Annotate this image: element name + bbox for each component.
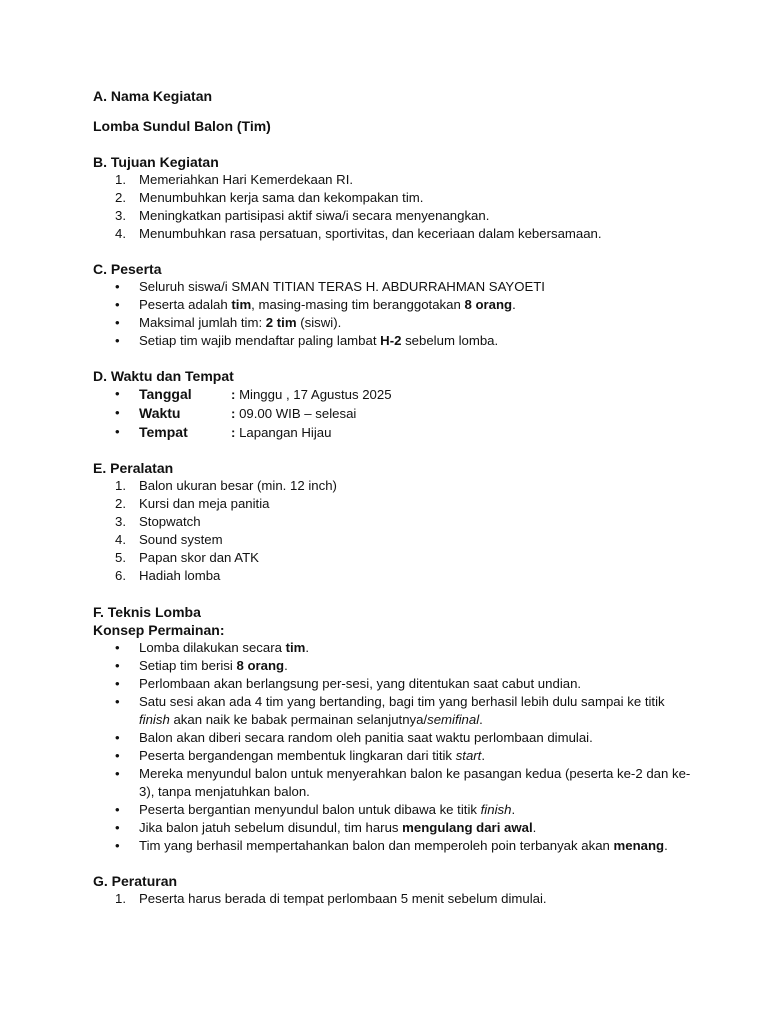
activity-name: Lomba Sundul Balon (Tim) xyxy=(93,118,271,134)
list-item: • Seluruh siswa/i SMAN TITIAN TERAS H. ABDURRAHMAN SAYOETI xyxy=(93,278,693,296)
section-a-heading: A. Nama Kegiatan xyxy=(93,88,213,104)
section-b-heading: B. Tujuan Kegiatan xyxy=(93,154,219,170)
section-d-heading: D. Waktu dan Tempat xyxy=(93,368,234,384)
list-item: 6. Hadiah lomba xyxy=(115,568,221,583)
participants-list xyxy=(93,278,693,350)
document-body xyxy=(93,87,693,908)
list-item: • Setiap tim berisi 8 orang. xyxy=(93,657,693,675)
list-item: • Peserta adalah tim, masing-masing tim beranggotakan 8 orang. xyxy=(93,296,693,314)
game-concept-list xyxy=(93,639,693,855)
list-item: 5. Papan skor dan ATK xyxy=(115,550,259,565)
section-g-heading: G. Peraturan xyxy=(93,873,178,889)
schedule-row-date: • Tanggal : Minggu , 17 Agustus 2025 xyxy=(93,385,693,404)
rules-list xyxy=(93,890,693,908)
equipment-list xyxy=(93,477,693,585)
list-item: • Peserta bergantian menyundul balon untuk dibawa ke titik finish. xyxy=(93,801,693,819)
list-item: • Maksimal jumlah tim: 2 tim (siswi). xyxy=(93,314,693,332)
list-item: 1. Balon ukuran besar (min. 12 inch) xyxy=(115,478,337,493)
list-item: 4. Sound system xyxy=(115,532,223,547)
list-item: • Tim yang berhasil mempertahankan balon dan memperoleh poin terbanyak akan menang. xyxy=(93,837,693,855)
schedule-list xyxy=(93,385,693,442)
list-item: • Lomba dilakukan secara tim. xyxy=(93,639,693,657)
section-e-heading: E. Peralatan xyxy=(93,460,174,476)
list-item: 4. Menumbuhkan rasa persatuan, sportivitas, dan keceriaan dalam kebersamaan. xyxy=(115,226,602,241)
list-item: 2. Menumbuhkan kerja sama dan kekompakan tim. xyxy=(115,190,424,205)
objectives-list xyxy=(93,171,693,243)
list-item: • Mereka menyundul balon untuk menyerahkan balon ke pasangan kedua (peserta ke-2 dan ke-3), tanpa menjatuhkan balon. xyxy=(93,765,693,801)
list-item: • Satu sesi akan ada 4 tim yang bertanding, bagi tim yang berhasil lebih dulu sampai ke titik finish akan naik ke babak permainan selanjutnya/semifinal. xyxy=(93,693,693,729)
list-item: • Balon akan diberi secara random oleh panitia saat waktu perlombaan dimulai. xyxy=(93,729,693,747)
list-item: 1. Memeriahkan Hari Kemerdekaan RI. xyxy=(115,172,354,187)
list-item: • Peserta bergandengan membentuk lingkaran dari titik start. xyxy=(93,747,693,765)
schedule-row-time: • Waktu : 09.00 WIB – selesai xyxy=(93,404,693,423)
list-item: 3. Meningkatkan partisipasi aktif siwa/i secara menyenangkan. xyxy=(115,208,490,223)
list-item: • Perlombaan akan berlangsung per-sesi, yang ditentukan saat cabut undian. xyxy=(93,675,693,693)
schedule-row-place: • Tempat : Lapangan Hijau xyxy=(93,423,693,442)
list-item: 2. Kursi dan meja panitia xyxy=(115,496,270,511)
list-item: 1. Peserta harus berada di tempat perlombaan 5 menit sebelum dimulai. xyxy=(115,891,547,906)
list-item: 3. Stopwatch xyxy=(115,514,201,529)
section-f-heading: F. Teknis Lomba xyxy=(93,604,201,620)
section-c-heading: C. Peserta xyxy=(93,261,162,277)
section-f-subheading: Konsep Permainan: xyxy=(93,622,225,638)
list-item: • Jika balon jatuh sebelum disundul, tim harus mengulang dari awal. xyxy=(93,819,693,837)
list-item: • Setiap tim wajib mendaftar paling lambat H-2 sebelum lomba. xyxy=(93,332,693,350)
